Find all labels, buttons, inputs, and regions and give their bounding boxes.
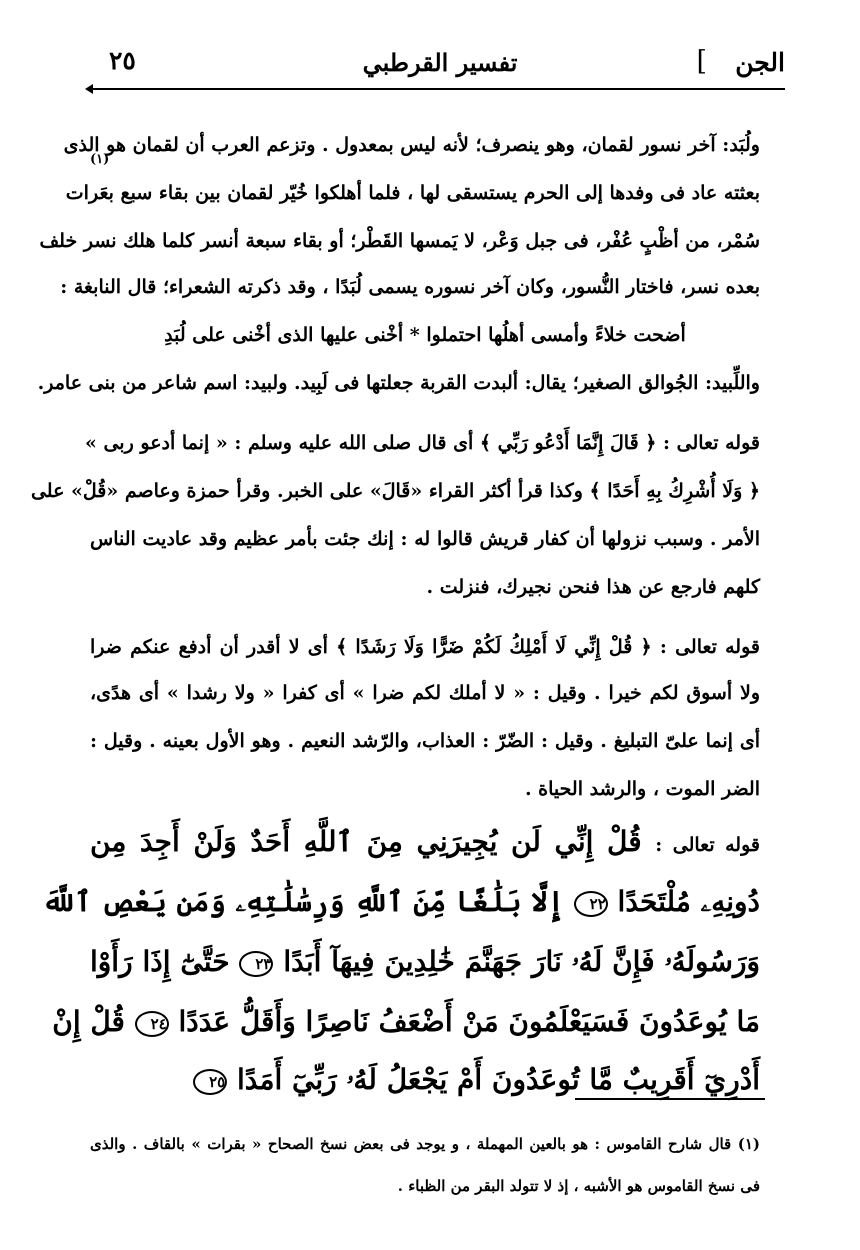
page-number: ٢٥ [109, 46, 136, 75]
header-bracket: ] [696, 46, 707, 77]
quran-text: حَتَّىٰٓ إِذَا رَأَوْا [90, 945, 230, 978]
body-line: بعده نسر، فاختار النُّسور، وكان آخر نسوره يسمى لُبَدًا ، وقد ذكرته الشعراء؛ قال النابغة : [60, 276, 760, 298]
quran-text: وَرَسُولَهُۥ فَإِنَّ لَهُۥ نَارَ جَهَنَّمَ خَٰلِدِينَ فِيهَآ أَبَدًا [283, 945, 761, 978]
body-line: الضر الموت ، والرشد الحياة . [524, 778, 760, 800]
ayah-number-marker: ٢٤ [135, 1011, 169, 1037]
book-title: تفسير القرطبي [362, 48, 518, 77]
header-rule [87, 88, 785, 90]
page-header [95, 44, 785, 90]
body-line: كلهم فارجع عن هذا فنحن نجيرك، فنزلت . [426, 576, 760, 598]
quran-text: قُلْ إِنْ [52, 1005, 125, 1038]
body-line: قوله تعالى : ﴿ قُلْ إِنِّي لَا أَمْلِكُ لَكُمْ ضَرًّا وَلَا رَشَدًا ﴾ أى لا أقدر أن أدفع عنكم ضرا [90, 636, 760, 658]
body-line: قوله تعالى : ﴿ قَالَ إِنَّمَا أَدْعُو رَبِّي ﴾ أى قال صلى الله عليه وسلم : « إنما أدعو ربى » [84, 432, 760, 454]
quran-line [52, 992, 760, 1052]
quran-line [90, 812, 760, 872]
ayah-number-marker: ٢٥ [193, 1069, 227, 1095]
poetry-verse: أضحت خلاءً وأمسى أهلُها احتملوا * أخْنى عليها الذى أخْنى على لُبَدِ [164, 324, 686, 346]
quran-line [90, 932, 760, 992]
footnote-line: (١) قال شارح القاموس : هو بالعين المهملة ، و يوجد فى بعض نسخ الصحاح « بقرات » بالقاف . والذى [90, 1135, 760, 1153]
quran-intro: قوله تعالى : [655, 834, 760, 856]
surah-name: الجن [735, 48, 785, 77]
body-line: ولُبَد: آخر نسور لقمان، وهو ينصرف؛ لأنه ليس بمعدول . وتزعم العرب أن لقمان هو الذى [63, 134, 760, 156]
body-line: سُمْر، من أظْبٍ عُفْر، فى جبل وَعْر، لا يَمسها القَطْر؛ أو بقاء سبعة أنسر كلما هلك نسر خلف [39, 230, 760, 252]
body-line: الأمر . وسبب نزولها أن كفار قريش قالوا له : إنك جئت بأمر عظيم وقد عاديت الناس [90, 528, 760, 550]
body-line: واللِّبيد: الجُوالق الصغير؛ يقال: ألبدت القربة جعلتها فى لَبِيد. ولبيد: اسم شاعر من بنى عامر. [37, 372, 760, 394]
quran-text: دُونِهِۦ مُلْتَحَدًا [617, 885, 760, 918]
quran-text: إِلَّا بَلَٰغًا مِّنَ ٱللَّهِ وَرِسَٰلَٰتِهِۦ وَمَن يَعْصِ ٱللَّهَ [42, 885, 565, 918]
footnote-line: فى نسخ القاموس هو الأشبه ، إذ لا تتولد البقر من الظباء . [397, 1177, 760, 1195]
body-line: بعثته عاد فى وفدها إلى الحرم يستسقى لها ، فلما أهلكوا خُيّر لقمان بين بقاء سبع بعَرات [65, 182, 760, 204]
quran-text: مَا يُوعَدُونَ فَسَيَعْلَمُونَ مَنْ أَضْعَفُ نَاصِرًا وَأَقَلُّ عَدَدًا [178, 1005, 760, 1038]
footnote-reference: (١) [90, 152, 110, 167]
quran-line [90, 1050, 760, 1110]
quran-text: قُلْ إِنِّي لَن يُجِيرَنِي مِنَ ٱللَّهِ أَحَدٌ وَلَنْ أَجِدَ مِن [90, 825, 642, 858]
quran-text: أَدْرِيٓ أَقَرِيبٌ مَّا تُوعَدُونَ أَمْ يَجْعَلُ لَهُۥ رَبِّيٓ أَمَدًا [237, 1063, 760, 1096]
body-line: ولا أسوق لكم خيرا . وقيل : « لا أملك لكم ضرا » أى كفرا « ولا رشدا » أى هدًى، [90, 682, 760, 704]
ayah-number-marker: ٢٢ [574, 891, 608, 917]
body-line: أى إنما علىّ التبليغ . وقيل : الضّرّ : العذاب، والرّشد النعيم . وهو الأول بعينه . وقيل : [90, 730, 760, 752]
footnote-rule [575, 1098, 765, 1100]
quran-line [42, 872, 760, 932]
body-line: ﴿ وَلَا أُشْرِكُ بِهِ أَحَدًا ﴾ وكذا قرأ أكثر القراء «قَالَ» على الخبر. وقرأ حمزة وعاصم «قُلْ» على [30, 480, 760, 502]
ayah-number-marker: ٢٣ [239, 951, 273, 977]
